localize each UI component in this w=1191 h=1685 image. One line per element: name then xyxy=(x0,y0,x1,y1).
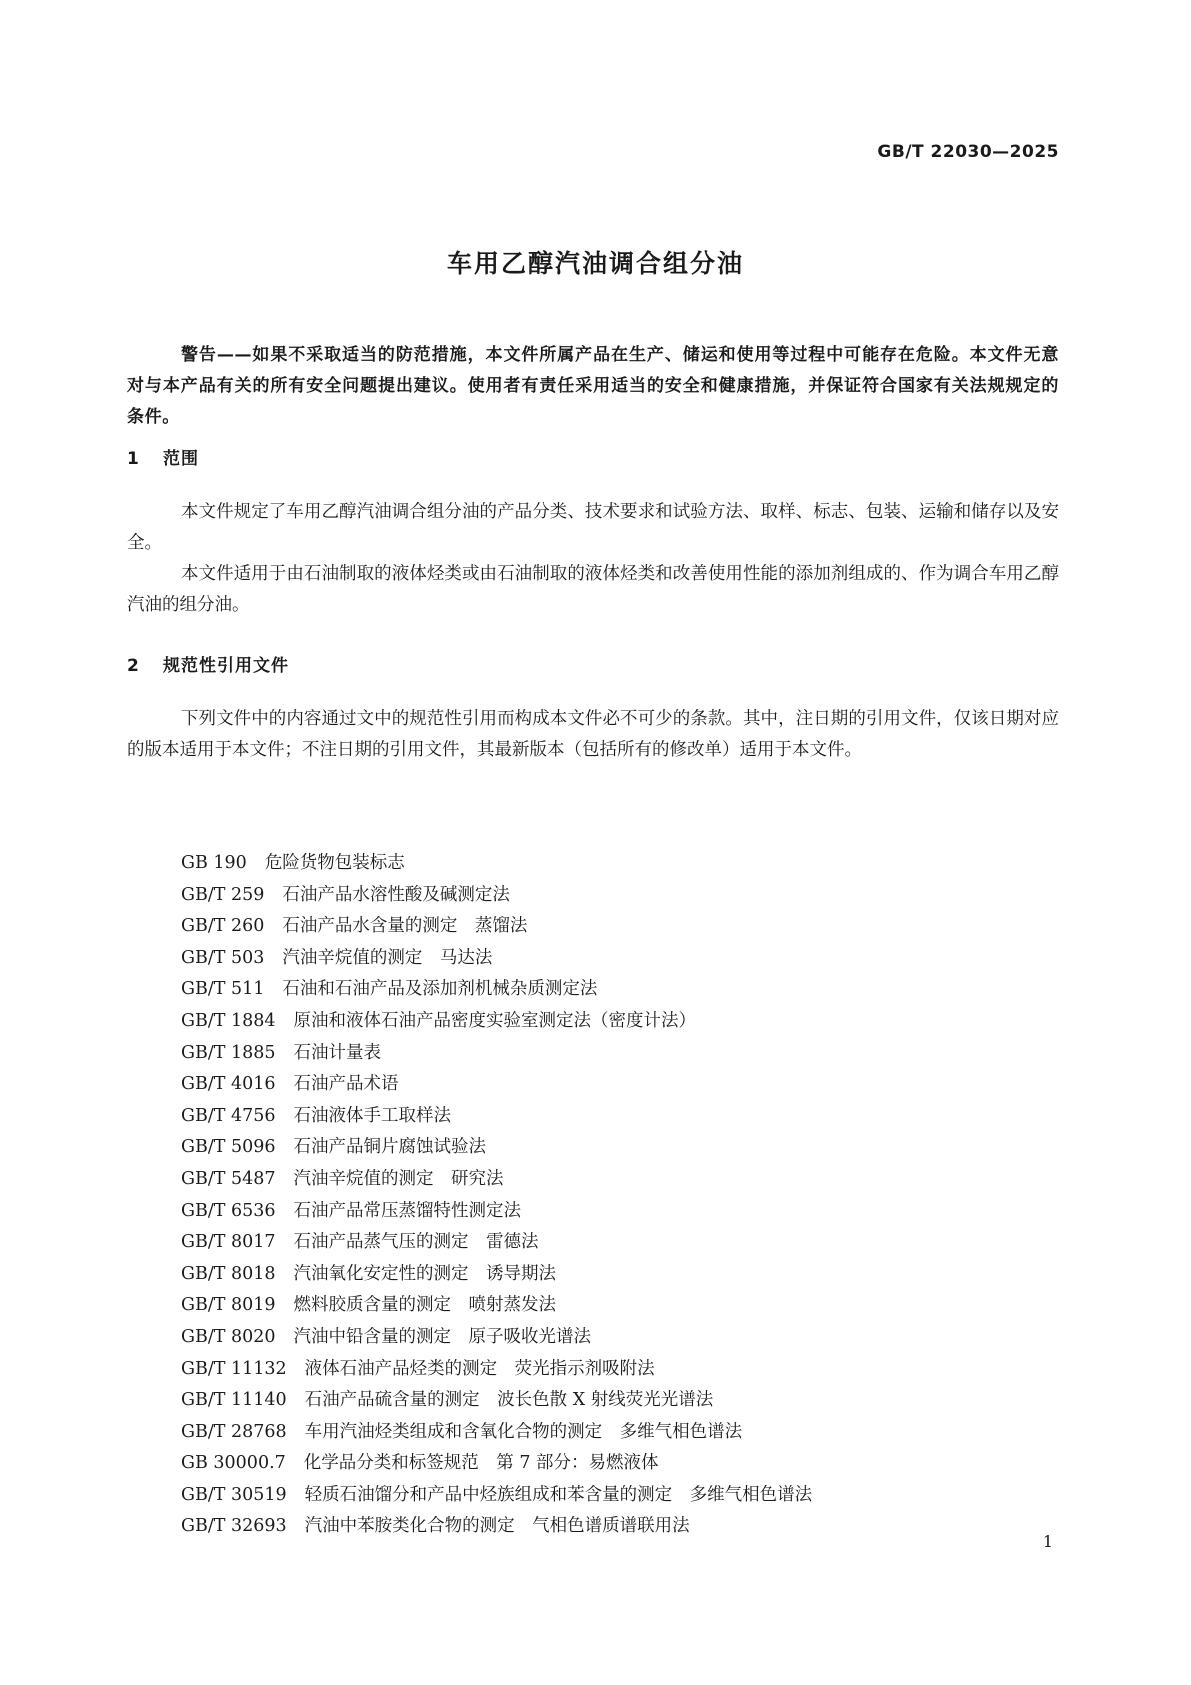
reference-item xyxy=(181,1290,812,1322)
section-title: 范围 xyxy=(163,449,199,469)
section-number: 2 xyxy=(127,656,140,676)
reference-item xyxy=(181,1196,812,1228)
reference-code: GB/T 8019 xyxy=(181,1295,276,1316)
section-2-heading xyxy=(127,651,289,676)
section-title: 规范性引用文件 xyxy=(163,656,289,676)
reference-item xyxy=(181,1259,812,1291)
reference-code: GB 190 xyxy=(181,853,247,873)
reference-title: 石油计量表 xyxy=(293,1042,382,1063)
reference-item xyxy=(181,1480,812,1512)
reference-item xyxy=(181,1069,812,1101)
reference-code: GB/T 511 xyxy=(181,979,265,1000)
section-1-heading xyxy=(127,444,199,469)
reference-code: GB/T 1884 xyxy=(181,1010,276,1031)
reference-code: GB/T 32693 xyxy=(181,1516,287,1537)
section-number: 1 xyxy=(127,449,140,469)
standard-number: GB/T 22030—2025 xyxy=(877,142,1059,162)
warning-paragraph: 警告——如果不采取适当的防范措施，本文件所属产品在生产、储运和使用等过程中可能存在危险。本文件无意对与本产品有关的所有安全问题提出建议。使用者有责任采用适当的安全和健康措施，并保证符合国家有关法规规定的条件。 xyxy=(127,345,1059,427)
reference-title: 液体石油产品烃类的测定 荧光指示剂吸附法 xyxy=(304,1358,655,1379)
reference-item xyxy=(181,943,812,975)
reference-item xyxy=(181,1227,812,1259)
scope-paragraph-1: 本文件规定了车用乙醇汽油调合组分油的产品分类、技术要求和试验方法、取样、标志、包装、运输和储存以及安全。 xyxy=(127,502,1059,553)
scope-paragraph-2: 本文件适用于由石油制取的液体烃类或由石油制取的液体烃类和改善使用性能的添加剂组成的、作为调合车用乙醇汽油的组分油。 xyxy=(127,564,1059,615)
reference-item xyxy=(181,911,812,943)
reference-code: GB/T 1885 xyxy=(181,1042,276,1063)
reference-item xyxy=(181,1164,812,1196)
reference-item xyxy=(181,1322,812,1354)
reference-title: 石油产品蒸气压的测定 雷德法 xyxy=(293,1232,539,1253)
reference-item xyxy=(181,1511,812,1543)
reference-item xyxy=(181,1006,812,1038)
reference-title: 石油产品常压蒸馏特性测定法 xyxy=(293,1200,522,1221)
reference-code: GB/T 8018 xyxy=(181,1263,276,1284)
reference-code: GB/T 6536 xyxy=(181,1200,276,1221)
reference-code: GB/T 30519 xyxy=(181,1484,287,1505)
reference-title: 原油和液体石油产品密度实验室测定法（密度计法） xyxy=(293,1010,697,1031)
reference-title: 石油和石油产品及添加剂机械杂质测定法 xyxy=(282,979,598,1000)
reference-code: GB/T 11132 xyxy=(181,1358,287,1379)
reference-title: 汽油中苯胺类化合物的测定 气相色谱质谱联用法 xyxy=(304,1516,690,1537)
reference-title: 石油液体手工取样法 xyxy=(293,1105,452,1126)
reference-title: 石油产品铜片腐蚀试验法 xyxy=(293,1137,487,1158)
reference-code: GB/T 4016 xyxy=(181,1074,276,1095)
reference-code: GB/T 8017 xyxy=(181,1232,276,1253)
reference-title: 汽油辛烷值的测定 马达法 xyxy=(282,947,493,968)
reference-title: 石油产品水溶性酸及碱测定法 xyxy=(282,884,510,905)
reference-code: GB 30000.7 xyxy=(181,1453,286,1474)
reference-item xyxy=(181,1448,812,1480)
reference-title: 危险货物包装标志 xyxy=(264,853,405,873)
reference-code: GB/T 5096 xyxy=(181,1137,276,1158)
page-number: 1 xyxy=(1042,1532,1053,1551)
reference-item xyxy=(181,848,812,880)
reference-item xyxy=(181,1385,812,1417)
reference-title: 石油产品水含量的测定 蒸馏法 xyxy=(282,916,528,937)
reference-item xyxy=(181,880,812,912)
reference-title: 汽油中铅含量的测定 原子吸收光谱法 xyxy=(293,1326,592,1347)
reference-title: 燃料胶质含量的测定 喷射蒸发法 xyxy=(293,1295,557,1316)
reference-title: 轻质石油馏分和产品中烃族组成和苯含量的测定 多维气相色谱法 xyxy=(304,1484,813,1505)
reference-code: GB/T 503 xyxy=(181,947,265,968)
reference-item xyxy=(181,1101,812,1133)
reference-item xyxy=(181,1417,812,1449)
reference-list xyxy=(181,848,812,1543)
reference-code: GB/T 259 xyxy=(181,884,265,905)
reference-code: GB/T 28768 xyxy=(181,1421,287,1442)
reference-code: GB/T 11140 xyxy=(181,1390,287,1411)
reference-code: GB/T 4756 xyxy=(181,1105,276,1126)
reference-title: 汽油辛烷值的测定 研究法 xyxy=(293,1168,504,1189)
reference-title: 化学品分类和标签规范 第 7 部分：易燃液体 xyxy=(303,1453,659,1474)
reference-title: 车用汽油烃类组成和含氧化合物的测定 多维气相色谱法 xyxy=(304,1421,743,1442)
document-title: 车用乙醇汽油调合组分油 xyxy=(446,249,744,278)
reference-title: 石油产品硫含量的测定 波长色散 X 射线荧光光谱法 xyxy=(304,1390,714,1411)
reference-title: 石油产品术语 xyxy=(293,1074,399,1095)
reference-item xyxy=(181,1132,812,1164)
reference-item xyxy=(181,1038,812,1070)
reference-title: 汽油氧化安定性的测定 诱导期法 xyxy=(293,1263,557,1284)
reference-item xyxy=(181,1354,812,1386)
reference-code: GB/T 5487 xyxy=(181,1168,276,1189)
reference-item xyxy=(181,974,812,1006)
normative-references-paragraph: 下列文件中的内容通过文中的规范性引用而构成本文件必不可少的条款。其中，注日期的引用文件，仅该日期对应的版本适用于本文件；不注日期的引用文件，其最新版本（包括所有的修改单）适用于本文件。 xyxy=(127,709,1059,760)
reference-code: GB/T 8020 xyxy=(181,1326,276,1347)
reference-code: GB/T 260 xyxy=(181,916,265,937)
